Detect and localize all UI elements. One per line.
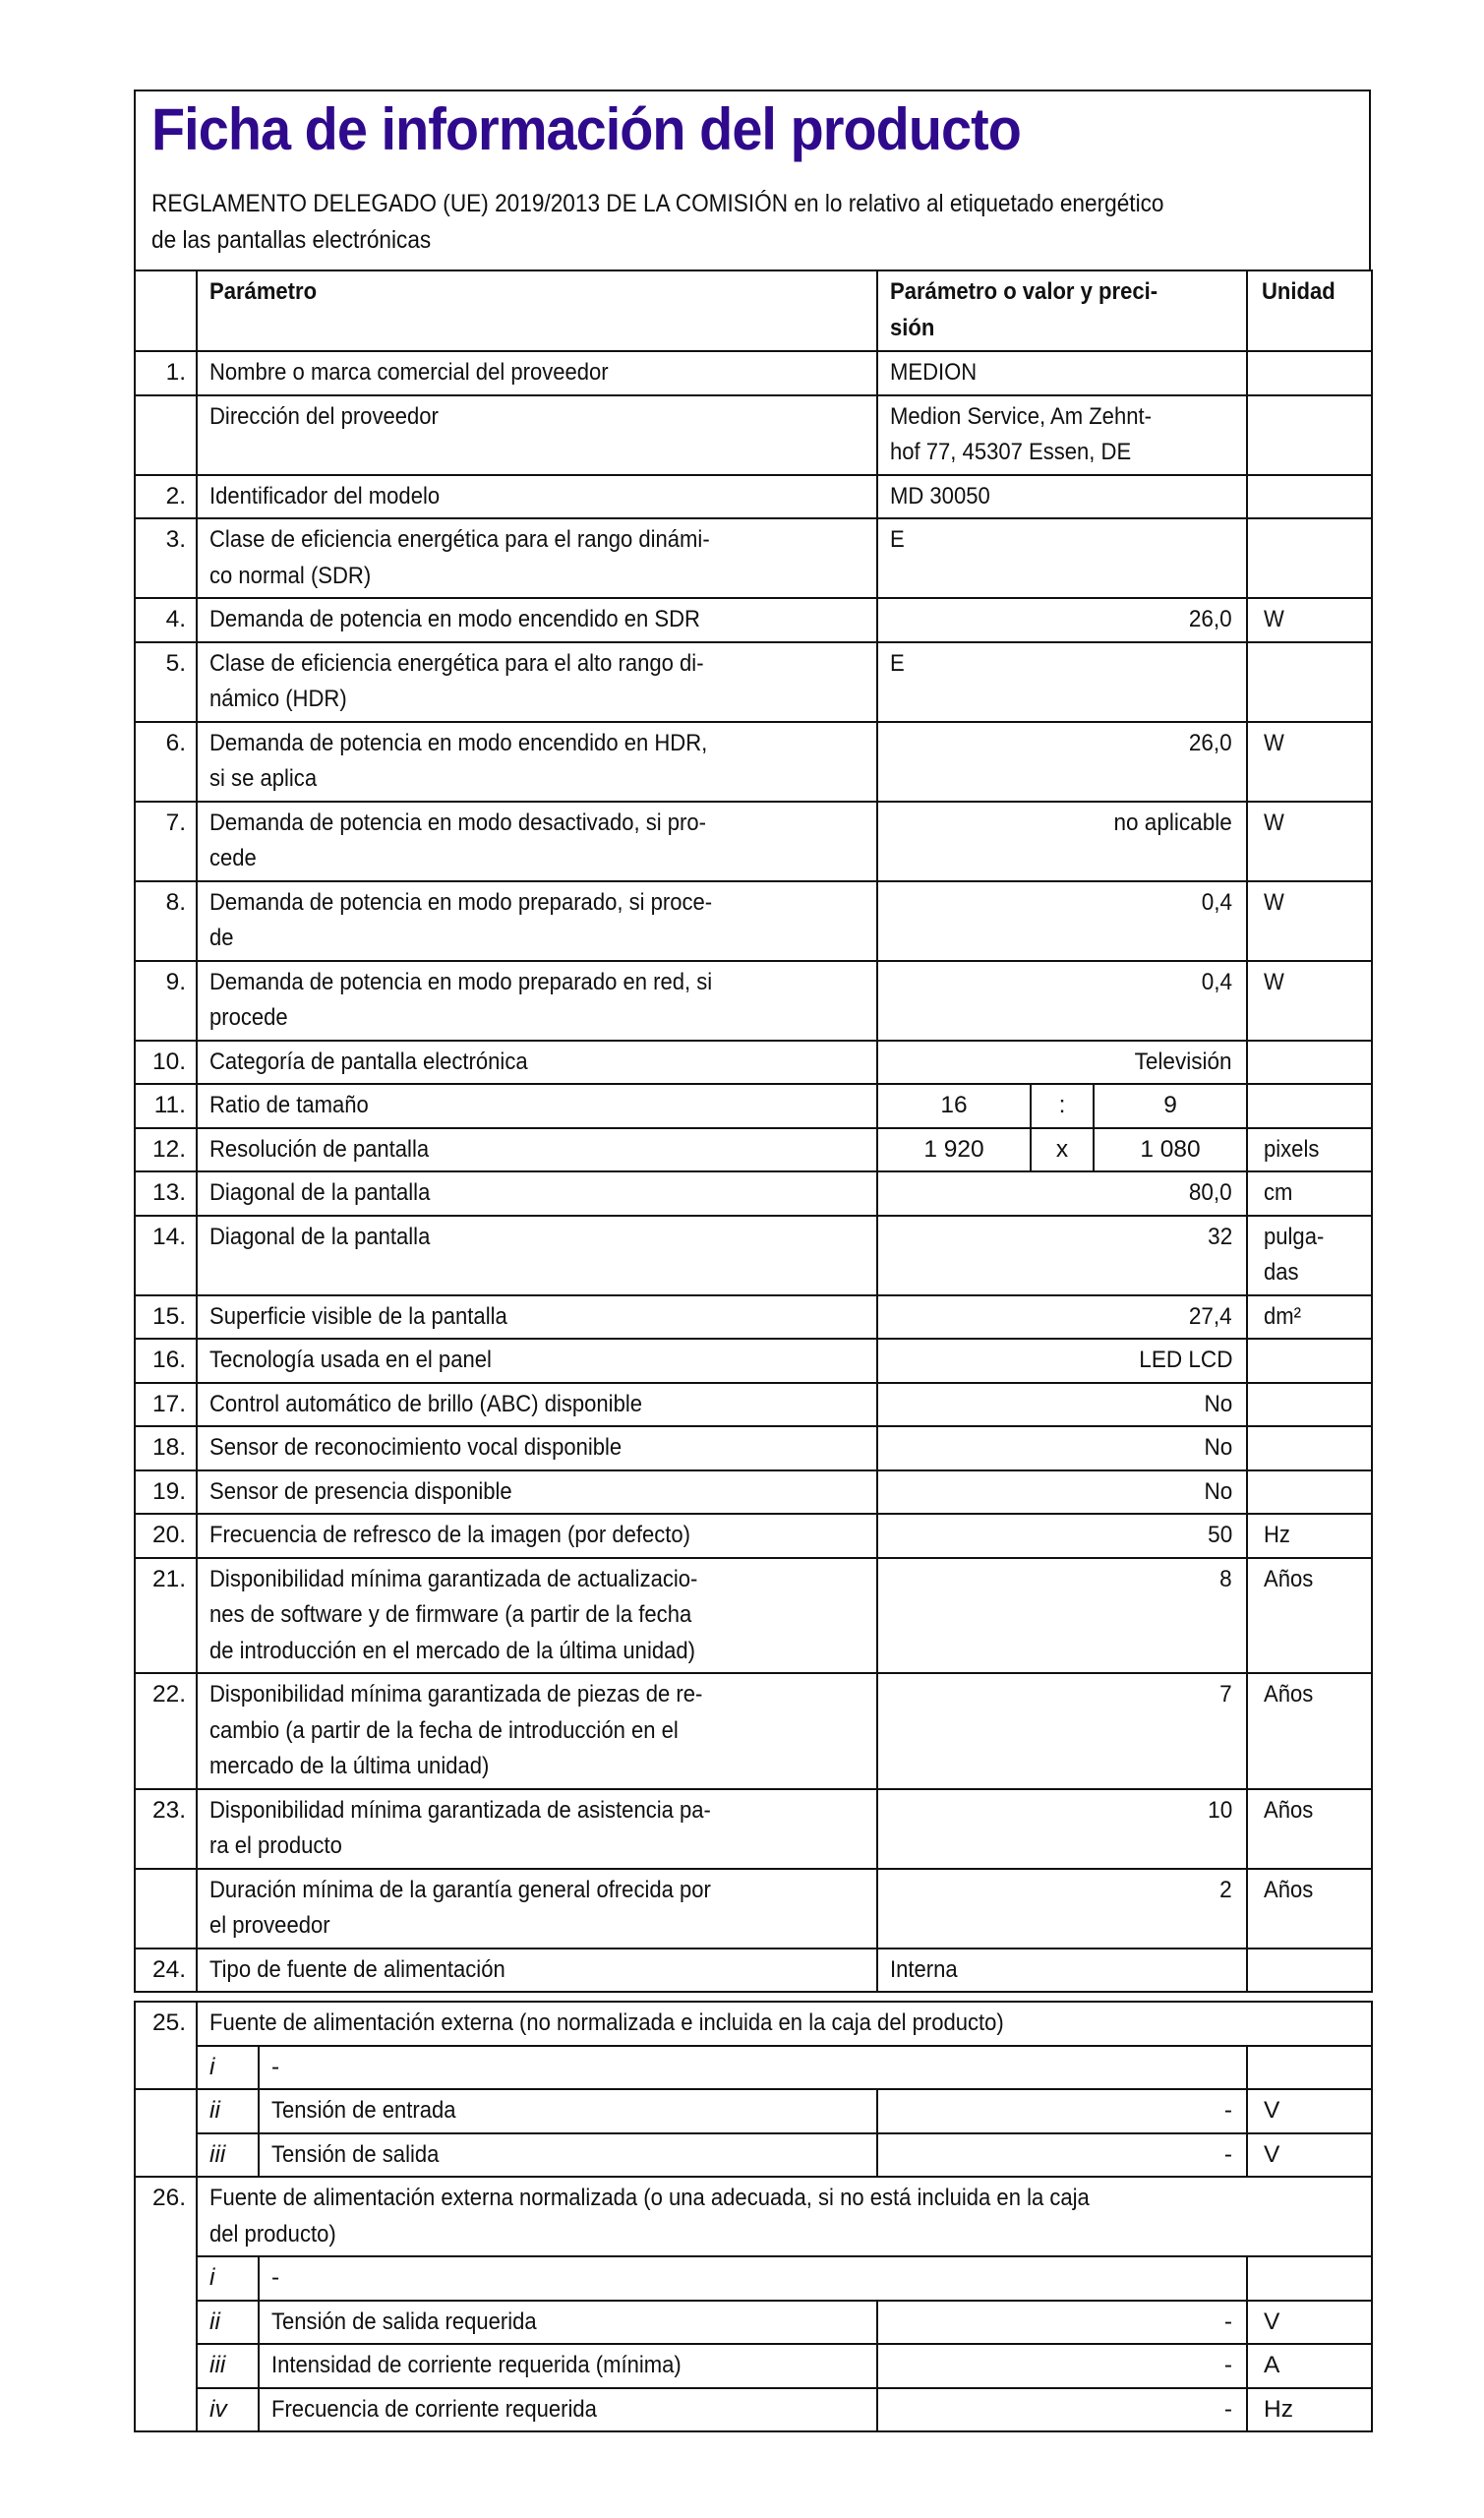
value-part: 16: [877, 1084, 1031, 1128]
unit: pixels: [1247, 1128, 1372, 1172]
parameter-name: Identificador del modelo: [197, 475, 877, 519]
row-number: 26.: [135, 2177, 197, 2431]
header-num: [135, 270, 197, 351]
row-number: 7.: [135, 802, 197, 881]
sub-number: i: [197, 2046, 259, 2090]
sub-value: -: [877, 2089, 1247, 2133]
unit: Años: [1247, 1673, 1372, 1789]
row-number: 6.: [135, 722, 197, 802]
sub-row: [135, 2388, 1372, 2432]
subtitle-line: REGLAMENTO DELEGADO (UE) 2019/2013 DE LA COMISIÓN en lo relativo al etiquetado energético: [151, 190, 1164, 217]
sub-number: iv: [197, 2388, 259, 2432]
table-row: [135, 1558, 1372, 1674]
row-number: 16.: [135, 1339, 197, 1383]
section-title: Fuente de alimentación externa normalizada (o una adecuada, si no está incluida en la caja del producto): [197, 2177, 1372, 2256]
parameter-name: Disponibilidad mínima garantizada de actualizacio- nes de software y de firmware (a partir de la fecha de introducción en el mercado de la última unidad): [197, 1558, 877, 1674]
unit: [1247, 1426, 1372, 1470]
unit: cm: [1247, 1171, 1372, 1216]
sub-value: -: [877, 2388, 1247, 2432]
section-25-title-row: [135, 2002, 1372, 2046]
sub-unit: V: [1247, 2301, 1372, 2345]
table-row: [135, 351, 1372, 395]
unit: pulga- das: [1247, 1216, 1372, 1295]
header-parameter: Parámetro: [197, 270, 877, 351]
table-row: [135, 1869, 1372, 1948]
unit: Años: [1247, 1869, 1372, 1948]
parameter-value: 27,4: [877, 1295, 1247, 1340]
unit: [1247, 1339, 1372, 1383]
parameter-name: Resolución de pantalla: [197, 1128, 877, 1172]
sub-number: iii: [197, 2133, 259, 2178]
row-number: 14.: [135, 1216, 197, 1295]
unit: W: [1247, 961, 1372, 1041]
parameter-name: Clase de eficiencia energética para el alto rango di- námico (HDR): [197, 642, 877, 722]
table-row: [135, 1789, 1372, 1869]
parameter-value: no aplicable: [877, 802, 1247, 881]
row-number: 23.: [135, 1789, 197, 1869]
parameter-name: Duración mínima de la garantía general ofrecida por el proveedor: [197, 1869, 877, 1948]
parameter-value: Televisión: [877, 1041, 1247, 1085]
sub-number: iii: [197, 2344, 259, 2388]
row-number: 22.: [135, 1673, 197, 1789]
parameter-name: Clase de eficiencia energética para el rango dinámi- co normal (SDR): [197, 518, 877, 598]
parameter-name: Demanda de potencia en modo preparado, si proce- de: [197, 881, 877, 961]
parameter-name: Demanda de potencia en modo desactivado, si pro- cede: [197, 802, 877, 881]
row-number: 12.: [135, 1128, 197, 1172]
parameter-value: 7: [877, 1673, 1247, 1789]
sub-row: [135, 2133, 1372, 2178]
parameter-name: Ratio de tamaño: [197, 1084, 877, 1128]
parameter-value: 26,0: [877, 722, 1247, 802]
sub-row: [135, 2256, 1372, 2301]
unit: W: [1247, 722, 1372, 802]
parameter-value: No: [877, 1383, 1247, 1427]
parameter-value: 2: [877, 1869, 1247, 1948]
unit: [1247, 642, 1372, 722]
header-value: Parámetro o valor y preci- sión: [877, 270, 1247, 351]
unit: Años: [1247, 1558, 1372, 1674]
parameters-table: [134, 270, 1373, 1993]
row-number: 20.: [135, 1514, 197, 1558]
value-part: 1 080: [1094, 1128, 1247, 1172]
sub-unit: Hz: [1247, 2388, 1372, 2432]
table-row: [135, 802, 1372, 881]
unit: [1247, 395, 1372, 475]
parameter-value: 32: [877, 1216, 1247, 1295]
row-number: 2.: [135, 475, 197, 519]
parameter-name: Superficie visible de la pantalla: [197, 1295, 877, 1340]
parameter-name: Categoría de pantalla electrónica: [197, 1041, 877, 1085]
parameter-name: Control automático de brillo (ABC) disponible: [197, 1383, 877, 1427]
sub-value: -: [877, 2133, 1247, 2178]
sub-unit: A: [1247, 2344, 1372, 2388]
parameter-value: Interna: [877, 1948, 1247, 1993]
row-number: 13.: [135, 1171, 197, 1216]
sub-unit: [1247, 2046, 1372, 2090]
subtitle-line: de las pantallas electrónicas: [151, 226, 432, 254]
sub-number: ii: [197, 2301, 259, 2345]
table-row: [135, 395, 1372, 475]
parameter-value: 10: [877, 1789, 1247, 1869]
parameter-value: E: [877, 518, 1247, 598]
parameter-name: Demanda de potencia en modo encendido en HDR, si se aplica: [197, 722, 877, 802]
parameter-value: 26,0: [877, 598, 1247, 642]
parameter-name: Frecuencia de refresco de la imagen (por defecto): [197, 1514, 877, 1558]
sub-unit: V: [1247, 2133, 1372, 2178]
section-title: Fuente de alimentación externa (no normalizada e incluida en la caja del producto): [197, 2002, 1372, 2046]
sub-value: -: [877, 2301, 1247, 2345]
unit: [1247, 518, 1372, 598]
table-row: [135, 1948, 1372, 1993]
table-row: [135, 1383, 1372, 1427]
sub-unit: [1247, 2256, 1372, 2301]
parameter-name: Demanda de potencia en modo encendido en SDR: [197, 598, 877, 642]
table-row: [135, 642, 1372, 722]
sub-label: -: [259, 2256, 1247, 2301]
sub-label: Frecuencia de corriente requerida: [259, 2388, 877, 2432]
row-number: 11.: [135, 1084, 197, 1128]
table-row: [135, 1084, 1372, 1128]
sub-label: Intensidad de corriente requerida (mínima): [259, 2344, 877, 2388]
unit: W: [1247, 802, 1372, 881]
table-row: [135, 1041, 1372, 1085]
parameter-name: Diagonal de la pantalla: [197, 1216, 877, 1295]
table-row: [135, 1128, 1372, 1172]
table-row: [135, 518, 1372, 598]
table-row: [135, 722, 1372, 802]
unit: Hz: [1247, 1514, 1372, 1558]
unit: W: [1247, 598, 1372, 642]
parameter-value: No: [877, 1470, 1247, 1515]
sub-row: [135, 2301, 1372, 2345]
parameter-value: Medion Service, Am Zehnt- hof 77, 45307 Essen, DE: [877, 395, 1247, 475]
sub-value: -: [877, 2344, 1247, 2388]
section-26-title-row: [135, 2177, 1372, 2256]
external-power-supply-table: [134, 2001, 1373, 2432]
parameter-value: 8: [877, 1558, 1247, 1674]
unit: [1247, 1041, 1372, 1085]
parameter-value: MEDION: [877, 351, 1247, 395]
value-separator: :: [1031, 1084, 1094, 1128]
unit: [1247, 351, 1372, 395]
row-number: 24.: [135, 1948, 197, 1993]
table-row: [135, 1339, 1372, 1383]
table-row: [135, 961, 1372, 1041]
parameter-name: Sensor de presencia disponible: [197, 1470, 877, 1515]
sub-unit: V: [1247, 2089, 1372, 2133]
parameter-name: Demanda de potencia en modo preparado en red, si procede: [197, 961, 877, 1041]
parameter-name: Disponibilidad mínima garantizada de asistencia pa- ra el producto: [197, 1789, 877, 1869]
row-number: [135, 395, 197, 475]
unit: Años: [1247, 1789, 1372, 1869]
table-row: [135, 1171, 1372, 1216]
unit: [1247, 1948, 1372, 1993]
parameter-value: 0,4: [877, 961, 1247, 1041]
unit: [1247, 1084, 1372, 1128]
table-row: [135, 1470, 1372, 1515]
table-row: [135, 475, 1372, 519]
value-part: 9: [1094, 1084, 1247, 1128]
parameter-value: 80,0: [877, 1171, 1247, 1216]
table-row: [135, 598, 1372, 642]
document-header: [134, 90, 1371, 270]
unit: [1247, 1383, 1372, 1427]
product-information-sheet: [134, 90, 1371, 2432]
parameter-value: MD 30050: [877, 475, 1247, 519]
row-number: [135, 1869, 197, 1948]
parameter-value: No: [877, 1426, 1247, 1470]
row-number: 15.: [135, 1295, 197, 1340]
parameter-name: Dirección del proveedor: [197, 395, 877, 475]
row-number: 3.: [135, 518, 197, 598]
parameter-name: Disponibilidad mínima garantizada de piezas de re- cambio (a partir de la fecha de introducción en el mercado de la última unidad): [197, 1673, 877, 1789]
sub-label: Tensión de salida: [259, 2133, 877, 2178]
sub-number: i: [197, 2256, 259, 2301]
sub-label: Tensión de salida requerida: [259, 2301, 877, 2345]
table-row: [135, 1216, 1372, 1295]
parameter-value: 50: [877, 1514, 1247, 1558]
table-row: [135, 881, 1372, 961]
row-number: 18.: [135, 1426, 197, 1470]
table-header-row: [135, 270, 1372, 351]
parameter-name: Sensor de reconocimiento vocal disponible: [197, 1426, 877, 1470]
parameter-name: Tecnología usada en el panel: [197, 1339, 877, 1383]
unit: W: [1247, 881, 1372, 961]
table-row: [135, 1514, 1372, 1558]
parameter-name: Nombre o marca comercial del proveedor: [197, 351, 877, 395]
row-number: 21.: [135, 1558, 197, 1674]
value-separator: x: [1031, 1128, 1094, 1172]
parameter-value: LED LCD: [877, 1339, 1247, 1383]
sub-number: ii: [197, 2089, 259, 2133]
row-number: 10.: [135, 1041, 197, 1085]
header-unit: Unidad: [1247, 270, 1372, 351]
regulation-subtitle: [151, 186, 1163, 259]
parameter-name: Tipo de fuente de alimentación: [197, 1948, 877, 1993]
table-row: [135, 1426, 1372, 1470]
sub-label: Tensión de entrada: [259, 2089, 877, 2133]
row-number: 8.: [135, 881, 197, 961]
row-number: 17.: [135, 1383, 197, 1427]
parameter-value: 0,4: [877, 881, 1247, 961]
table-row: [135, 1295, 1372, 1340]
row-number: 5.: [135, 642, 197, 722]
sub-row: [135, 2046, 1372, 2090]
row-number-empty: [135, 2089, 197, 2177]
row-number: 1.: [135, 351, 197, 395]
row-number: 4.: [135, 598, 197, 642]
parameter-name: Diagonal de la pantalla: [197, 1171, 877, 1216]
sub-row: [135, 2344, 1372, 2388]
row-number: 25.: [135, 2002, 197, 2089]
unit: [1247, 1470, 1372, 1515]
sub-row: [135, 2089, 1372, 2133]
row-number: 19.: [135, 1470, 197, 1515]
value-part: 1 920: [877, 1128, 1031, 1172]
parameter-value: E: [877, 642, 1247, 722]
table-row: [135, 1673, 1372, 1789]
page-title: Ficha de información del producto: [151, 96, 1021, 162]
row-number: 9.: [135, 961, 197, 1041]
unit: [1247, 475, 1372, 519]
sub-label: -: [259, 2046, 1247, 2090]
unit: dm²: [1247, 1295, 1372, 1340]
